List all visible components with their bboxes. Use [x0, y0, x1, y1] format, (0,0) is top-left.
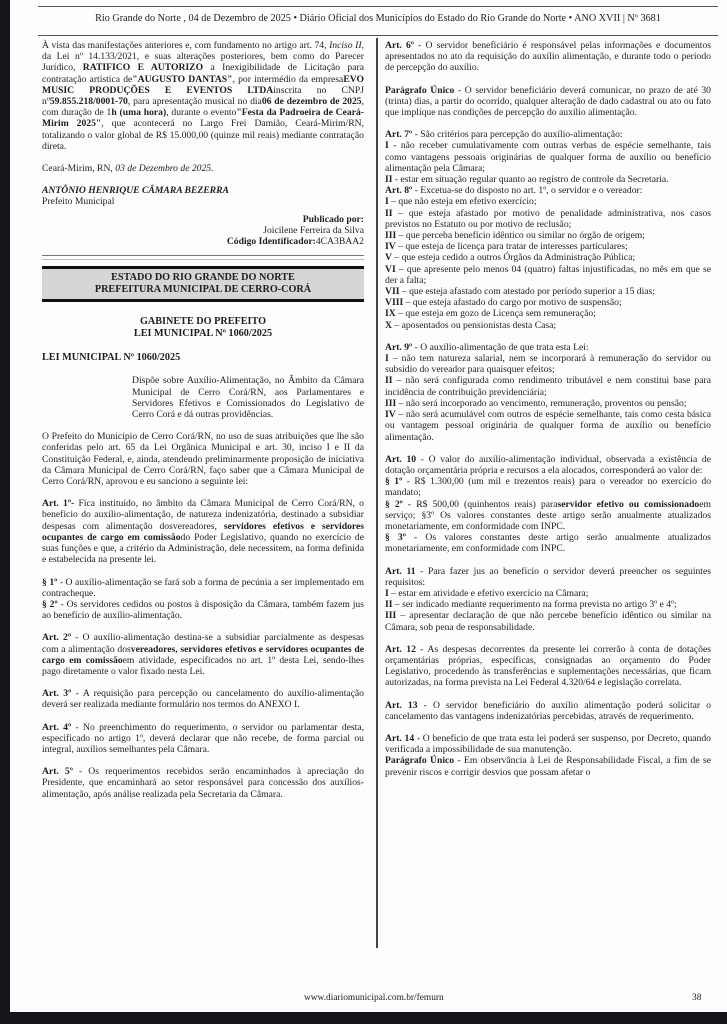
law-number-heading: LEI MUNICIPAL Nº 1060/2025 — [133, 328, 273, 340]
article-paragraph: II – não será configurada como rendimento tributável e nem constitui base para incidência de contribuição previdenciária; — [385, 375, 711, 398]
law-ementa: Dispõe sobre Auxílio-Alimentação, no Âmbito da Câmara Municipal de Cerro Corá/RN, aos Parlamentares e Servidores Efetivos e Comissionados do Legislativo de Cerro Corá e dá outras providências. — [132, 375, 364, 421]
article-paragraph: § 2º - Os servidores cedidos ou postos à disposição da Câmara, também fazem jus ao benefício de auxílio-alimentação. — [42, 598, 364, 622]
article-paragraph: Parágrafo Único - O servidor beneficiário deverá comunicar, no prazo de até 30 (trinta) dias, a partir do ocorrido, qualquer alteração de dado cadastral ou ato ou fato que implique nas condições de percepção do auxílio alimentação. — [385, 84, 711, 119]
article-paragraph: Art. 9º - O auxílio-alimentação de que trata esta Lei: — [385, 341, 589, 353]
article-paragraph: § 2º - R$ 500,00 (quinhentos reais) paraservidor efetivo ou comissionadoem serviço; §3º Os valores constantes deste artigo serão anualmente atualizados monetariamente, em conformidade com INPC. — [385, 498, 711, 532]
left-articles — [42, 487, 364, 799]
banner-municipality: PREFEITURA MUNICIPAL DE CERRO-CORÁ — [94, 284, 312, 296]
law-preamble: O Prefeito do Município de Cerro Corá/RN, no uso de suas atribuições que lhe são conferidas pelo art. 65 da Lei Orgânica Municipal e art. 30, inciso I e II da Constituição Federal, e, ainda, atendendo preliminarmente proposição de iniciativa da Câmara Municipal de Cerro Corá/RN, faço saber que a Câmara Municipal de Cerro Corá/RN, aprovou e eu sanciono a seguinte lei: — [42, 431, 364, 488]
article-paragraph: VI – que apresente pelo menos 04 (quatro) faltas injustificadas, no mês em que se der a falta; — [385, 263, 711, 286]
article-paragraph: III – não será incorporado ao vencimento, remuneração, proventos ou pensão; — [385, 397, 687, 409]
header-text: Rio Grande do Norte , 04 de Dezembro de 2025 • Diário Oficial dos Municípios do Estado do Rio Grande do Norte • ANO XVII | Nº 3681 — [95, 13, 661, 24]
article-paragraph: I – estar em atividade e efetivo exercício na Câmara; — [385, 587, 589, 599]
published-by-name: Joicilene Ferreira da Silva — [263, 224, 364, 236]
article-paragraph: I - não receber cumulativamente com outras verbas de espécie semelhante, tais como vantagens pessoais originárias de qualquer forma de auxílio ou benefício alimentação pela Câmara; — [385, 140, 711, 174]
bottom-strip — [0, 1012, 727, 1024]
article-paragraph: IV – que esteja de licença para tratar de interesses particulares; — [385, 241, 628, 253]
article-paragraph: Art. 3º - A requisição para percepção ou cancelamento do auxílio-alimentação deverá ser realizada mediante formulário nos termos do ANEXO I. — [42, 688, 364, 711]
article-paragraph: II – que esteja afastado por motivo de penalidade administrativa, nos casos previstos no Estatuto ou por motivo de reclusão; — [385, 207, 711, 230]
section-separator — [42, 255, 364, 260]
article-paragraph: Parágrafo Único - Em observância à Lei de Responsabilidade Fiscal, a fim de se prevenir riscos e corrigir desvios que possam afetar o — [385, 755, 711, 778]
article-paragraph: II – ser indicado mediante requerimento na forma prevista no artigo 3º e 4º; — [385, 599, 677, 611]
ratification-paragraph: À vista das manifestações anteriores e, com fundamento no artigo art. 74, Inciso II, da Lei nº 14.133/2021, e suas alterações posteriores, bem como do Parecer Jurídico, RATIFICO E AUTORIZO a Inexigibilidade de Licitação para contratação artística de"AUGUSTO DANTAS", por intermédio da empresaEVO MUSIC PRODUÇÕES E EVENTOS LTDAinscrita no CNPJ nº59.855.218/0001-70, para apresentação musical no dia06 de dezembro de 2025, com duração de 1h (uma hora), durante o evento"Festa da Padroeira de Ceará-Mirim 2025", que acontecerá no Largo Frei Damião, Ceará-Mirim/RN, totalizando o valor global de R$ 15.000,00 (quinze mil reais) mediante contratação direta. — [42, 40, 365, 152]
article-paragraph: III – que perceba benefício idêntico ou similar no órgão de origem; — [385, 230, 645, 242]
article-paragraph: I – não tem natureza salarial, nem se incorporará à remuneração do servidor ou subsídio do vereador para quaisquer efeitos; — [385, 353, 711, 376]
article-paragraph: II - estar em situação regular quanto ao registro de controle da Secretaria. — [385, 174, 669, 186]
column-divider — [376, 38, 378, 948]
article-paragraph: § 3º - Os valores constantes deste artigo serão anualmente atualizados monetariamente, em conformidade com INPC. — [385, 532, 711, 555]
signer-name: ANTÔNIO HENRIQUE CÂMARA BEZERRA — [42, 185, 229, 197]
article-paragraph: Art. 4º - No preenchimento do requerimento, o servidor ou parlamentar desta, especificado no artigo 1º, deverá declarar que não recebe, de forma parcial ou integral, auxílios semelhantes pela Câmara. — [42, 721, 365, 755]
article-paragraph: Art. 2º - O auxílio-alimentação destina-se a subsidiar parcialmente as despesas com a alimentação dosvereadores, servidores efetivos e servidores ocupantes de cargo em comissãoem atividade, especificados no art. 1º desta Lei, sendo-lhes pago diretamente o valor fixado nesta Lei. — [42, 632, 365, 677]
municipality-banner — [42, 266, 364, 302]
page-header — [38, 6, 718, 36]
identifier-code: Código Identificador:4CA3BAA2 — [226, 236, 364, 248]
document-page — [10, 0, 727, 1012]
article-paragraph: Art. 12 - As despesas decorrentes da presente lei correrão à conta de dotações orçamentárias próprias, específicas, consignadas ao orçamento do Poder Legislativo, procedendo às transferências e suplementações necessárias, que ficam autorizadas, na forma prevista na Lei Federal 4.320/64 e legislação correlata. — [385, 643, 712, 689]
article-paragraph: Art. 10 - O valor do auxílio-alimentação individual, observada a existência de dotação orçamentária própria e recursos a ela alocados, corresponderá ao valor de: — [385, 453, 711, 476]
article-paragraph: Art. 5º - Os requerimentos recebidos serão encaminhados à apreciação do Presidente, que encaminhará ao setor responsável para concessão dos auxílios-alimentação, após análise realizada pela Secretaria da Câmara. — [42, 766, 364, 800]
article-paragraph: X – aposentados ou pensionistas desta Casa; — [385, 319, 557, 331]
article-paragraph: Art. 6º - O servidor beneficiário é responsável pelas informações e documentos apresentados no ato da requisição do auxílio alimentação, e durante todo o período de percepção do auxílio. — [385, 40, 711, 74]
article-paragraph: III – apresentar declaração de que não percebe benefício idêntico ou similar na Câmara, sob pena de responsabilidade. — [385, 610, 711, 633]
article-paragraph: I – que não esteja em efetivo exercício; — [385, 196, 537, 208]
footer-url-link[interactable]: www.diariomunicipal.com.br/femurn — [304, 993, 444, 1003]
article-paragraph: Art. 14 - O benefício de que trata esta lei poderá ser suspenso, por Decreto, quando verificada a impossibilidade de sua manutenção. — [385, 732, 711, 756]
law-title: LEI MUNICIPAL Nº 1060/2025 — [42, 352, 181, 364]
page-number: 38 — [692, 993, 702, 1003]
article-paragraph: V – que esteja cedido a outros Órgãos da Administração Pública; — [385, 252, 636, 264]
article-paragraph: Art. 11 - Para fazer jus ao benefício o servidor deverá preencher os seguintes requisitos: — [385, 565, 711, 588]
article-paragraph: § 1º - R$ 1.300,00 (um mil e trezentos reais) para o vereador no exercício do mandato; — [385, 476, 712, 499]
banner-state: ESTADO DO RIO GRANDE DO NORTE — [111, 272, 295, 284]
article-paragraph: VIII – que esteja afastado do cargo por motivo de suspensão; — [385, 297, 622, 309]
article-paragraph: Art. 13 - O servidor beneficiário do auxílio alimentação poderá solicitar o cancelamento das vantagens indenizatórias percebidas, através de requerimento. — [385, 699, 711, 722]
article-paragraph: Art. 8º - Excetua-se do disposto no art. 1º, o servidor e o vereador: — [385, 185, 643, 197]
article-paragraph: Art. 7º - São critérios para percepção do auxílio-alimentação: — [385, 129, 623, 141]
place-date: Ceará-Mirim, RN, 03 de Dezembro de 2025. — [42, 163, 214, 175]
article-paragraph: IV – não será acumulável com outros de espécie semelhante, tais como cesta básica ou vantagem pessoal originária de qualquer forma de auxílio ou benefício alimentação. — [385, 409, 711, 443]
left-column — [42, 40, 364, 800]
article-paragraph: IX – que esteja em gozo de Licença sem remuneração; — [385, 308, 596, 320]
published-by-label: Publicado por: — [302, 213, 364, 225]
office-title: GABINETE DO PREFEITO — [139, 316, 267, 328]
signer-role: Prefeito Municipal — [42, 196, 115, 208]
article-paragraph: § 1º - O auxílio-alimentação se fará sob a forma de pecúnia a ser implementado em contracheque. — [42, 576, 365, 599]
right-articles — [385, 40, 711, 778]
article-paragraph: Art. 1º- Fica instituído, no âmbito da Câmara Municipal de Cerro Corá/RN, o benefício do auxílio-alimentação, de natureza indenizatória, destinado a subsidiar despesas com alimentação dosvereadores, servidores efetivos e servidores ocupantes de cargo em comissãodo Poder Legislativo, quando no exercício de suas funções e que, a critério da Administração, dele necessitem, na forma definida e estabelecida na presente lei. — [42, 498, 365, 566]
article-paragraph: VII – que esteja afastado com atestado por período superior a 15 dias; — [385, 286, 655, 298]
right-column — [385, 40, 711, 778]
